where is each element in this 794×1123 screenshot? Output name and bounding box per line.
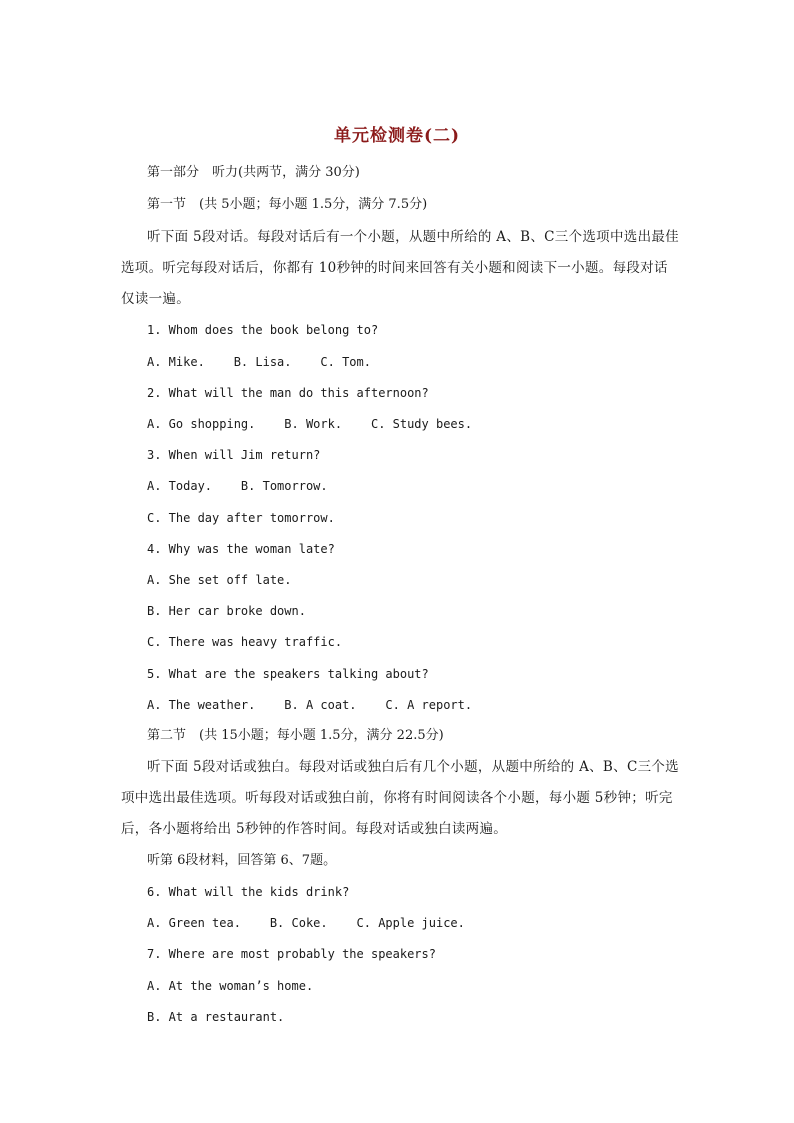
question-4-option-a: A. She set off late. <box>147 573 292 587</box>
section2-instruction-line: 听下面 5段对话或独白。每段对话或独白后有几个小题，从题中所给的 A、B、C三个选 <box>147 759 679 775</box>
question-4: 4. Why was the woman late? <box>147 542 335 556</box>
part1-heading: 第一部分 听力(共两节，满分 30分) <box>147 165 360 180</box>
question-6: 6. What will the kids drink? <box>147 885 350 899</box>
page-title: 单元检测卷(二) <box>333 126 461 146</box>
question-3-options-ab: A. Today. B. Tomorrow. <box>147 479 328 493</box>
question-6-options: A. Green tea. B. Coke. C. Apple juice. <box>147 916 465 930</box>
material-6-heading: 听第 6段材料，回答第 6、7题。 <box>147 853 337 868</box>
question-3-option-c: C. The day after tomorrow. <box>147 511 335 525</box>
section1-instruction-line: 选项。听完每段对话后，你都有 10秒钟的时间来回答有关小题和阅读下一小题。每段对话 <box>121 260 668 276</box>
question-1: 1. Whom does the book belong to? <box>147 323 379 337</box>
question-3: 3. When will Jim return? <box>147 448 321 462</box>
section2-heading: 第二节 (共 15小题；每小题 1.5分，满分 22.5分) <box>147 728 444 743</box>
question-5: 5. What are the speakers talking about? <box>147 667 429 681</box>
question-2: 2. What will the man do this afternoon? <box>147 386 429 400</box>
section1-instruction-line: 仅读一遍。 <box>121 291 190 307</box>
question-1-options: A. Mike. B. Lisa. C. Tom. <box>147 355 371 369</box>
question-2-options: A. Go shopping. B. Work. C. Study bees. <box>147 417 473 431</box>
question-5-options: A. The weather. B. A coat. C. A report. <box>147 698 473 712</box>
section1-instruction-line: 听下面 5段对话。每段对话后有一个小题，从题中所给的 A、B、C三个选项中选出最佳 <box>147 229 679 245</box>
question-4-option-b: B. Her car broke down. <box>147 604 306 618</box>
question-7-option-a: A. At the woman’s home. <box>147 979 314 993</box>
section2-instruction-line: 后，各小题将给出 5秒钟的作答时间。每段对话或独白读两遍。 <box>121 821 508 837</box>
question-4-option-c: C. There was heavy traffic. <box>147 635 343 649</box>
question-7: 7. Where are most probably the speakers? <box>147 947 436 961</box>
section2-instruction-line: 项中选出最佳选项。听每段对话或独白前，你将有时间阅读各个小题，每小题 5秒钟；听完 <box>121 790 673 806</box>
question-7-option-b: B. At a restaurant. <box>147 1010 285 1024</box>
section1-heading: 第一节 (共 5小题；每小题 1.5分，满分 7.5分) <box>147 197 428 212</box>
